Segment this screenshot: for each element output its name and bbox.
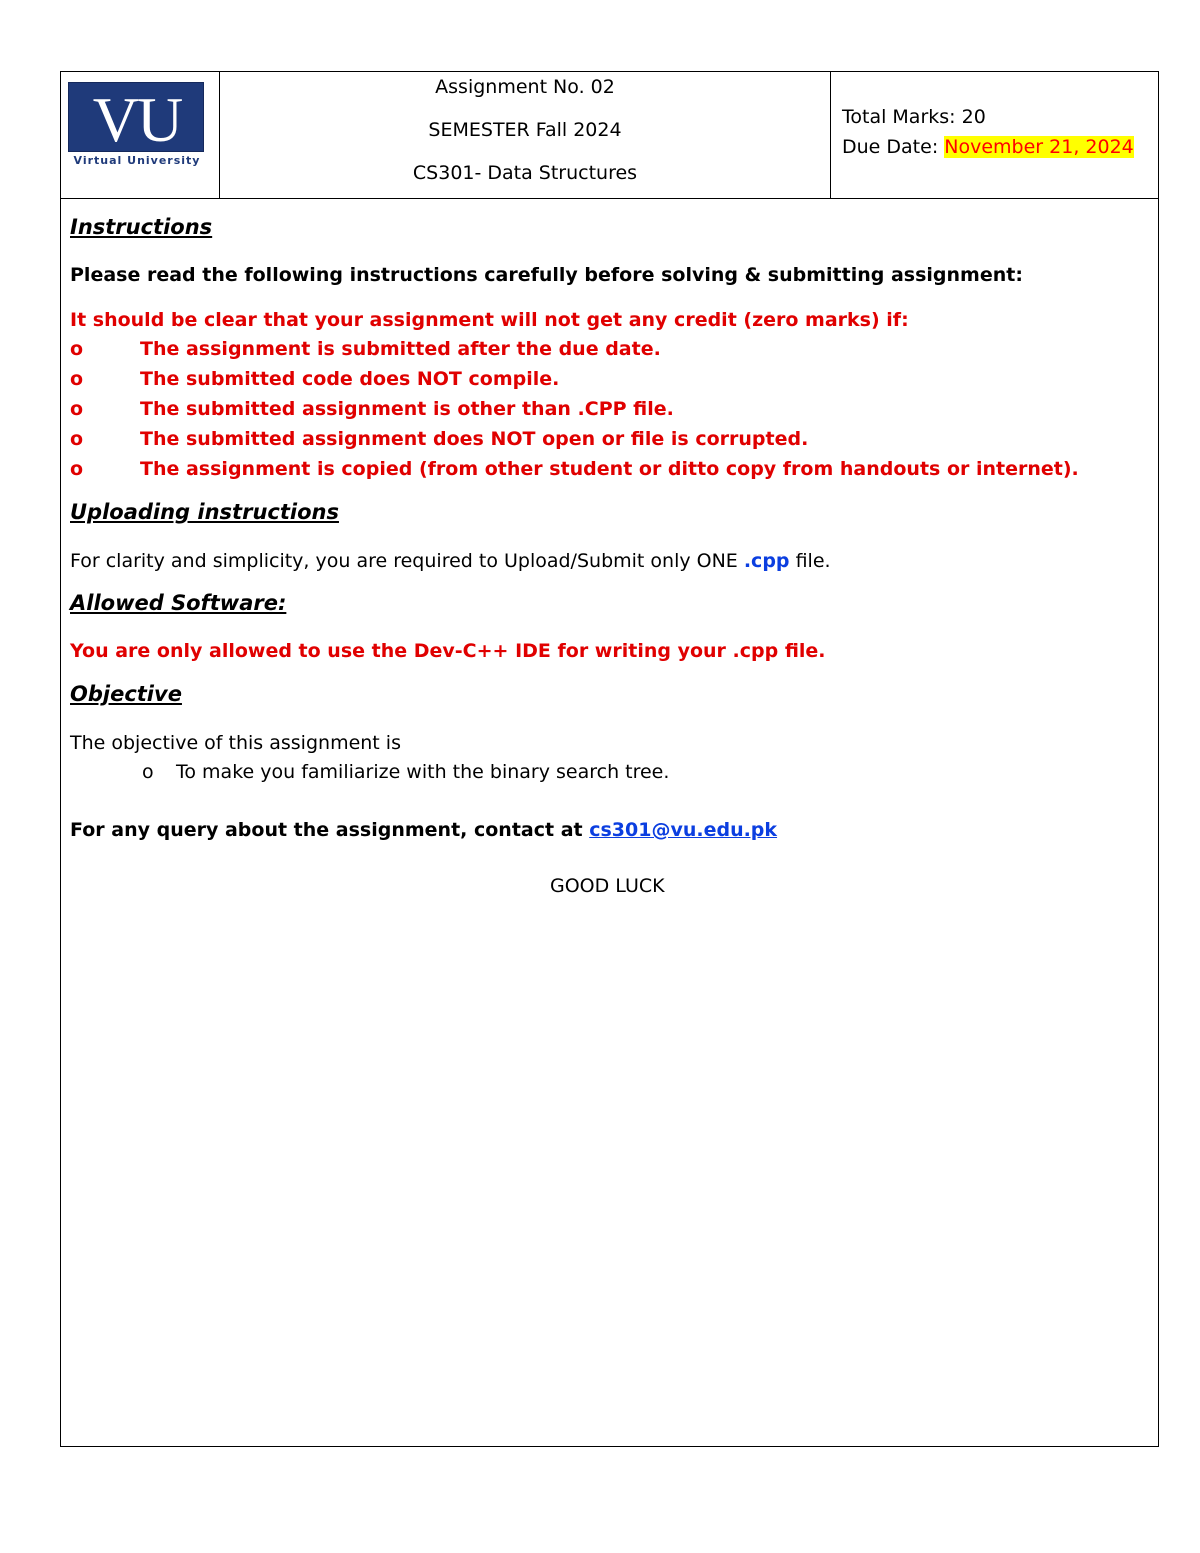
logo-caption: Virtual University bbox=[73, 154, 201, 167]
bullet-marker: o bbox=[70, 338, 84, 360]
logo-emblem bbox=[68, 82, 204, 152]
uploading-text bbox=[70, 550, 831, 572]
objective-item-marker: o bbox=[142, 761, 154, 783]
objective-heading: Objective bbox=[70, 682, 182, 706]
software-text: You are only allowed to use the Dev-C++ IDE for writing your .cpp file. bbox=[70, 640, 826, 662]
bullet-marker: o bbox=[70, 458, 84, 480]
vu-logo-mark bbox=[69, 83, 205, 153]
total-marks: Total Marks: 20 bbox=[842, 106, 986, 128]
bullet-text: The submitted assignment is other than .CPP file. bbox=[140, 398, 674, 420]
bullet-text: The assignment is copied (from other student or ditto copy from handouts or internet). bbox=[140, 458, 1079, 480]
marks-due-block bbox=[842, 102, 1134, 162]
uploading-heading: Uploading instructions bbox=[70, 500, 339, 524]
instructions-intro: Please read the following instructions carefully before solving & submitting assignment: bbox=[70, 264, 1023, 286]
contact-line bbox=[70, 819, 777, 841]
bullet-marker: o bbox=[70, 428, 84, 450]
contact-email-link[interactable]: cs301@vu.edu.pk bbox=[589, 819, 778, 841]
bullet-text: The assignment is submitted after the due date. bbox=[140, 338, 661, 360]
svg-text:VU: VU bbox=[92, 84, 182, 153]
due-date-line bbox=[842, 132, 1134, 162]
uploading-text-after: file. bbox=[789, 550, 831, 572]
uploading-text-before: For clarity and simplicity, you are required to Upload/Submit only ONE bbox=[70, 550, 744, 572]
due-date-value: November 21, 2024 bbox=[944, 136, 1134, 158]
software-heading: Allowed Software: bbox=[70, 591, 287, 615]
cpp-extension: .cpp bbox=[743, 550, 790, 572]
objective-item: To make you familiarize with the binary search tree. bbox=[176, 761, 670, 783]
objective-intro: The objective of this assignment is bbox=[70, 732, 401, 754]
course-title: CS301- Data Structures bbox=[412, 162, 638, 184]
bullet-text: The submitted assignment does NOT open or file is corrupted. bbox=[140, 428, 809, 450]
bullet-text: The submitted code does NOT compile. bbox=[140, 368, 560, 390]
header-divider-right bbox=[830, 71, 831, 199]
contact-text: For any query about the assignment, contact at bbox=[70, 819, 590, 841]
semester-label: SEMESTER Fall 2024 bbox=[428, 119, 622, 141]
instructions-heading: Instructions bbox=[70, 215, 213, 239]
warning-text: It should be clear that your assignment will not get any credit (zero marks) if: bbox=[70, 309, 909, 331]
assignment-title-block bbox=[220, 72, 830, 201]
assignment-number: Assignment No. 02 bbox=[435, 76, 615, 98]
due-date-label: Due Date: bbox=[842, 136, 945, 158]
closing-text: GOOD LUCK bbox=[550, 875, 665, 897]
university-logo bbox=[68, 82, 206, 172]
bullet-marker: o bbox=[70, 368, 84, 390]
bullet-marker: o bbox=[70, 398, 84, 420]
